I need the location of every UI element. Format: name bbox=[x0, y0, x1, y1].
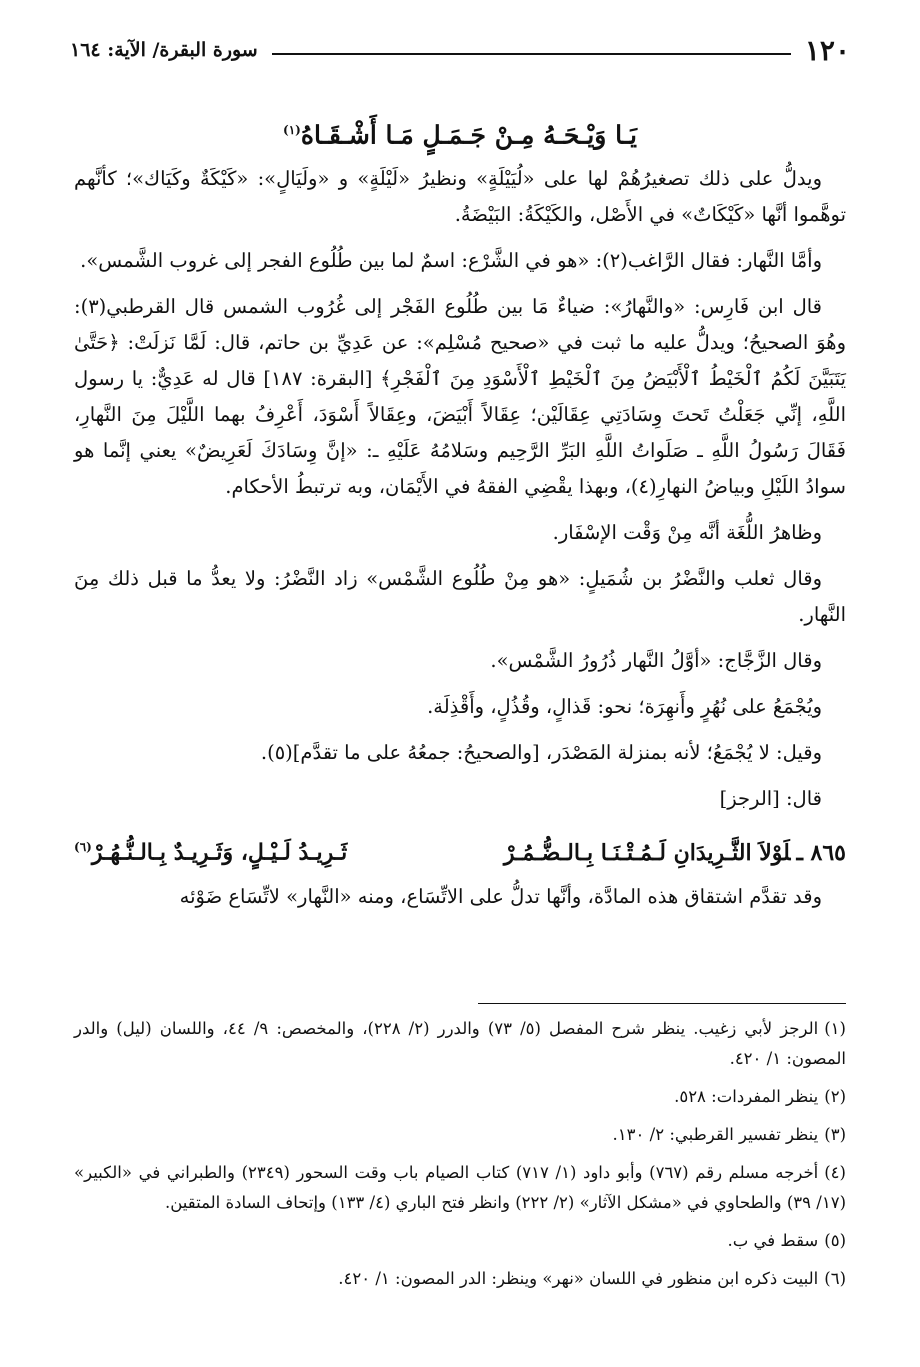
paragraph-4: وظاهرُ اللُّغَة أنَّه مِنْ وَقْت الإسْفَار. bbox=[552, 521, 822, 545]
paragraph-6: وقال الزَّجَّاج: «أوَّلُ النَّهار ذُرُورُ الشَّمْس». bbox=[490, 649, 822, 673]
footnote bbox=[74, 1014, 846, 1074]
running-title: سورة البقرة/ الآية: ١٦٤ bbox=[70, 39, 258, 61]
footnote-number: (٣) bbox=[824, 1125, 846, 1144]
footnote-text: الرجز لأبي زغيب. ينظر شرح المفصل (٥/ ٧٣) والدرر (٢/ ٢٢٨)، والمخصص: ٩/ ٤٤، واللسان (ليل) والدر المصون: ١/ ٤٢٠. bbox=[74, 1019, 846, 1068]
poem-hemistich-2: ثَـرِيـدُ لَـيْـلٍ، وَثَـرِيـدٌ بِـالـنُّـهُـرْ bbox=[91, 839, 348, 866]
footnote-rule bbox=[478, 1003, 846, 1004]
header-rule bbox=[272, 53, 791, 55]
poem-ref: (٦) bbox=[74, 840, 92, 855]
footnote-number: (٤) bbox=[824, 1163, 846, 1182]
footnote bbox=[74, 1158, 846, 1218]
paragraph-2: وأمَّا النَّهار: فقال الرَّاغب(٢): «هو في الشَّرْع: اسمٌ لما بين طُلُوع الفجر إلى غروب الشَّمس». bbox=[80, 249, 822, 273]
paragraph-8: وقيل: لا يُجْمَعُ؛ لأنه بمنزلة المَصْدَر، [والصحيحُ: جمعُهُ على ما تقدَّم](٥). bbox=[260, 741, 822, 765]
poem-first-half bbox=[504, 833, 846, 873]
footnote bbox=[74, 1226, 846, 1256]
footnote-text: ينظر المفردات: ٥٢٨. bbox=[674, 1087, 819, 1106]
page-number: ١٢٠ bbox=[804, 33, 850, 67]
footnote-number: (٦) bbox=[824, 1269, 846, 1288]
poem-verse bbox=[74, 827, 846, 872]
paragraph-7: ويُجْمَعُ على نُهُرٍ وأَنهِرَة؛ نحو: قَذالٍ، وقُذُلٍ، وأَقْذِلَة. bbox=[427, 695, 822, 719]
footnote bbox=[74, 1120, 846, 1150]
footnotes bbox=[74, 1014, 846, 1302]
verse-heading-ref: (١) bbox=[283, 123, 301, 137]
footnote-text: سقط في ب. bbox=[727, 1231, 819, 1250]
verse-heading-text: يَـا وَيْـحَـهُ مِـنْ جَـمَـلٍ مَـا أَشْـقَـاهُ bbox=[300, 120, 637, 150]
footnote-number: (٢) bbox=[824, 1087, 846, 1106]
paragraph-9: قال: [الرجز] bbox=[719, 787, 822, 811]
footnote-text: ينظر تفسير القرطبي: ٢/ ١٣٠. bbox=[612, 1125, 819, 1144]
paragraph-last: وقد تقدَّم اشتقاق هذه المادَّة، وأنَّها تدلُّ على الاتِّسَاع، ومنه «النَّهار» لاتِّسَاع ضَوْئه bbox=[179, 884, 822, 908]
verse-heading bbox=[74, 110, 846, 155]
paragraph-5: وقال ثعلب والنَّضْرُ بن شُمَيلٍ: «هو مِنْ طُلُوع الشَّمْس» زاد النَّضْرُ: ولا يعدُّ ما قبل ذلك مِنَ النَّهار. bbox=[74, 567, 846, 627]
paragraph-3: قال ابن فَارِس: «والنَّهارُ»: ضياءٌ مَا بين طُلُوع الفَجْر إلى غُرُوب الشمس قال القرطبي(٣): وهُوَ الصحيحُ؛ ويدلُّ عليه ما ثبت في «صحيح مُسْلِم»: عن عَدِيِّ بن حاتم، قال: لَمَّا نَزلَتْ: ﴿حَتَّىٰ يَتَبَيَّنَ لَكُمُ ٱلْخَيْطُ ٱلْأَبْيَضُ مِنَ ٱلْخَيْطِ ٱلْأَسْوَدِ مِنَ ٱلْفَجْرِ﴾ [البقرة: ١٨٧] قال له عَدِيٌّ: يا رسول اللَّهِ، إنِّي جَعَلْتُ تَحتَ وِسَادَتِي عِقَالَيْن؛ عِقَالاً أَبْيَضَ، وعِقَالاً أَسْوَدَ، أَعْرِفُ بهما اللَّيْلَ مِنَ النَّهارِ، فَقَالَ رَسُولُ اللَّهِ ـ صَلَواتُ اللَّهِ البَرِّ الرَّحِيم وسَلامُهُ عَلَيْهِ ـ: «إنَّ وِسَادَكَ لَعَرِيضٌ» يعني إنَّما هو سوادُ اللَيْلِ وبياضُ النهارِ(٤)، وبهذا يقْضِي الفقهُ في الأَيْمَان، وبه ترتبطُ الأحكام. bbox=[74, 295, 846, 499]
footnote-text: البيت ذكره ابن منظور في اللسان «نهر» وينظر: الدر المصون: ١/ ٤٢٠. bbox=[338, 1269, 819, 1288]
footnote bbox=[74, 1082, 846, 1112]
poem-second-half bbox=[74, 827, 347, 872]
footnote bbox=[74, 1264, 846, 1294]
poem-number: ٨٦٥ ـ bbox=[796, 839, 846, 866]
page-header bbox=[70, 30, 850, 70]
main-text bbox=[74, 110, 846, 925]
footnote-number: (٥) bbox=[824, 1231, 846, 1250]
footnote-text: أخرجه مسلم رقم (٧٦٧) وأبو داود (١/ ٧١٧) كتاب الصيام باب وقت السحور (٢٣٤٩) والطبراني في «الكبير» (١٧/ ٣٩) والطحاوي في «مشكل الآثار» (٢/ ٢٢٢) وانظر فتح الباري (٤/ ١٣٣) وإتحاف السادة المتقين. bbox=[74, 1163, 846, 1212]
footnote-number: (١) bbox=[824, 1019, 846, 1038]
paragraph-1: ويدلُّ على ذلك تصغيرُهُمْ لها على «لُيَيْلَةٍ» ونظيرُ «لَيْلَةٍ» و «ولَيَالٍ»: «كَيْكَةٌ وكَيَاك»؛ كأنَّهم توهَّموا أنَّها «كَيْكَاتٌ» في الأَصْل، والكَيْكَةُ: البَيْضَةُ. bbox=[74, 167, 846, 227]
poem-hemistich-1: لَوْلاَ الثَّـرِيدَانِ لَـمُـتْـنَـا بِـالـضُّـمُـرْ bbox=[503, 839, 791, 866]
